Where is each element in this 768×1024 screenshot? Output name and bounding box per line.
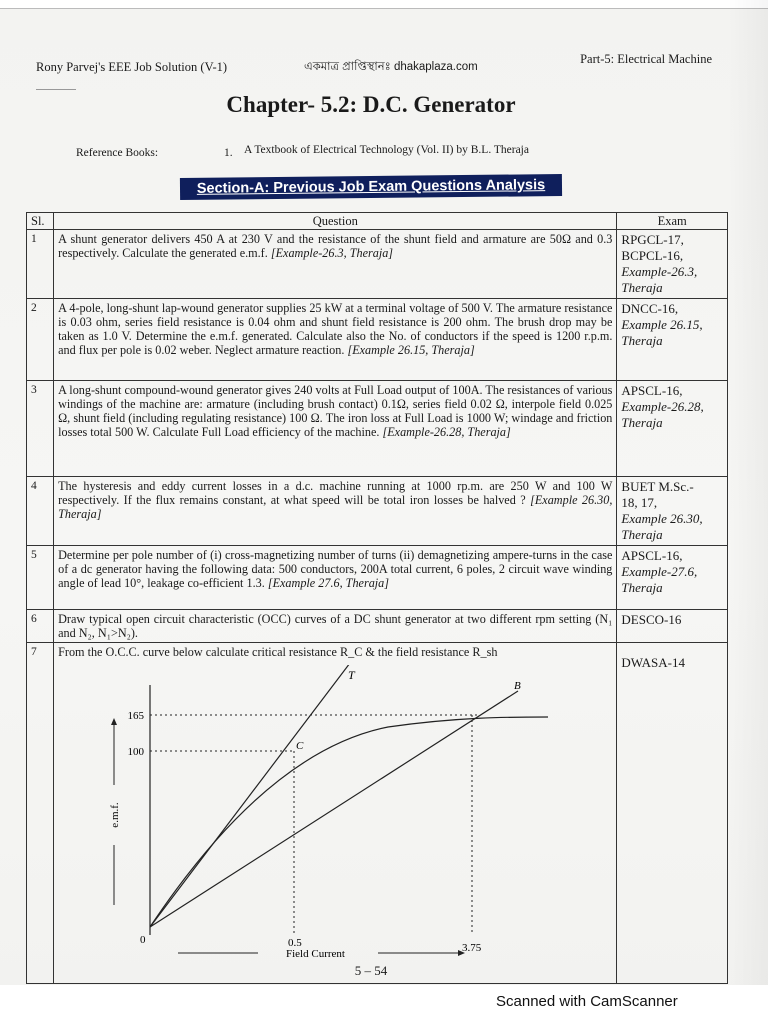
- table-header-row: [27, 213, 728, 230]
- question-text: A 4-pole, long-shunt lap-wound generator supplies 25 kW at a terminal voltage of 500 V. The armature resistance is 0.03 ohm, series field resistance is 0.04 ohm and shunt field resistance is 200 ohm. The brush drop may be taken as 1.0 V. Determine the e.m.f. generated. Calculate also the No. of conductors if the speed is 1200 r.p.m. and flux per pole is 0.02 weber. Neglect armature reaction.: [58, 301, 613, 357]
- row-sl: 2: [27, 299, 54, 381]
- header-exam: Exam: [617, 213, 728, 230]
- questions-table: [26, 212, 728, 984]
- table-row: [27, 230, 728, 299]
- exam-line: Theraja: [621, 333, 663, 348]
- row-sl: 6: [27, 610, 54, 643]
- x-tick-0.5: 0.5: [288, 937, 302, 949]
- exam-line: Example 26.30,: [621, 511, 703, 526]
- row-question: Draw typical open circuit characteristic (OCC) curves of a DC shunt generator at two different rpm setting (N₁ and N₂, N₁>N₂).: [54, 610, 617, 643]
- chapter-title: Chapter- 5.2: D.C. Generator: [226, 92, 516, 117]
- header-middle: একমাত্র প্রাপ্তিস্থানঃ dhakaplaza.com: [304, 61, 478, 73]
- row-question: [54, 546, 617, 610]
- label-C: C: [296, 740, 304, 752]
- question-ref: [Example 27.6, Theraja]: [267, 576, 390, 590]
- exam-line: APSCL-16,: [621, 548, 683, 563]
- question-text: A long-shunt compound-wound generator gives 240 volts at Full Load output of 100A. The resistances of various windings of the machine are: armature (including brush contact) 0.1Ω, series field 0.02 Ω, interpole field 0.025 Ω, shunt field (including regulating resistance) 100 Ω. The iron loss at Full Load is 1000 W; windage and friction losses total 500 W. Calculate Full Load efficiency of the machine.: [58, 383, 613, 439]
- row-exam: [617, 477, 728, 546]
- exam-line: Example-26.3,: [621, 264, 698, 279]
- row-sl: 5: [27, 546, 54, 610]
- exam-line: APSCL-16,: [621, 383, 683, 398]
- table-row: [27, 381, 728, 477]
- header-left: Rony Parvej's EEE Job Solution (V-1): [36, 60, 228, 74]
- row-exam: [617, 381, 728, 477]
- exam-line: BUET M.Sc.-: [621, 479, 694, 494]
- row-exam: [617, 299, 728, 381]
- row-question: [54, 299, 617, 381]
- exam-line: Theraja: [621, 527, 663, 542]
- header-right: Part-5: Electrical Machine: [580, 52, 712, 66]
- critical-line-OT: [150, 665, 350, 927]
- question-ref: [Example-26.28, Theraja]: [382, 425, 511, 439]
- question-ref: [Example 26.30, Theraja]: [58, 493, 613, 521]
- header-divider: [36, 89, 76, 90]
- table-row: [27, 643, 728, 984]
- exam-line: Theraja: [621, 280, 663, 295]
- header-sl: Sl.: [27, 213, 54, 230]
- y-tick-100: 100: [127, 746, 145, 758]
- page-top-edge: [0, 0, 768, 9]
- origin-label: 0: [140, 934, 146, 946]
- row-exam: [617, 546, 728, 610]
- row-sl: 3: [27, 381, 54, 477]
- exam-line: DESCO-16: [621, 612, 682, 627]
- exam-line: Theraja: [621, 415, 663, 430]
- exam-line: 18, 17,: [621, 495, 658, 510]
- question-ref: [Example-26.3, Theraja]: [270, 246, 394, 260]
- reference-number: 1.: [224, 147, 233, 159]
- row-sl: 1: [27, 230, 54, 299]
- table-row: [27, 610, 728, 643]
- exam-line: RPGCL-17,: [621, 232, 684, 247]
- row-question: [54, 381, 617, 477]
- label-T: T: [348, 668, 355, 682]
- header-question: Question: [54, 213, 617, 230]
- y-tick-165: 165: [127, 710, 145, 722]
- row-exam: [617, 230, 728, 299]
- running-header: [36, 52, 712, 76]
- table-row: [27, 477, 728, 546]
- table-row: [27, 546, 728, 610]
- exam-line: Theraja: [621, 580, 663, 595]
- label-B: B: [514, 680, 521, 692]
- row-question: [54, 477, 617, 546]
- y-label-arrowhead: [111, 718, 117, 725]
- x-axis-label: Field Current: [286, 948, 346, 960]
- exam-line: DWASA-14: [621, 655, 685, 670]
- row-question: [54, 230, 617, 299]
- occ-graph: [58, 665, 588, 975]
- question-text: A shunt generator delivers 450 A at 230 V and the resistance of the shunt field and armature are 50Ω and 0.3 respectively. Calculate the generated e.m.f.: [58, 232, 613, 260]
- table-row: [27, 299, 728, 381]
- page-right-shadow: [728, 0, 768, 1024]
- reference-text: A Textbook of Electrical Technology (Vol. II) by B.L. Theraja: [244, 144, 529, 156]
- question-text: From the O.C.C. curve below calculate critical resistance R_C & the field resistance R_sh: [58, 645, 498, 659]
- row-exam: [617, 643, 728, 984]
- row-exam: [617, 610, 728, 643]
- page-number: 5 – 54: [354, 963, 388, 978]
- exam-line: Example-26.28,: [621, 399, 704, 414]
- question-text: Determine per pole number of (i) cross-magnetizing number of turns (ii) demagnetizing ampere-turns in the case of a dc generator having the following data: 500 conductors, 200A total current, 6 poles, 2 circuit wave winding angle of lead 10°, leakage co-efficient 1.3.: [58, 548, 613, 590]
- question-text: The hysteresis and eddy current losses in a d.c. machine running at 1000 rp.m. are 250 W and 100 W respectively. If the flux remains constant, at what speed will be total iron losses be halved ?: [58, 479, 613, 507]
- row-sl: 4: [27, 477, 54, 546]
- reference-label: Reference Books:: [76, 147, 159, 159]
- exam-line: BCPCL-16,: [621, 248, 684, 263]
- field-line-OB: [150, 691, 518, 927]
- occ-curve: [150, 717, 548, 927]
- row-question: [54, 643, 617, 984]
- section-banner: Section-A: Previous Job Exam Questions Analysis: [180, 174, 562, 200]
- exam-line: DNCC-16,: [621, 301, 679, 316]
- y-axis-label: e.m.f.: [109, 802, 122, 828]
- camscanner-watermark: Scanned with CamScanner: [496, 993, 678, 1010]
- row-sl: 7: [27, 643, 54, 984]
- x-tick-3.75: 3.75: [462, 942, 482, 954]
- question-ref: [Example 26.15, Theraja]: [347, 343, 475, 357]
- occ-graph-container: [58, 659, 612, 981]
- exam-line: Example-27.6,: [621, 564, 698, 579]
- exam-line: Example 26.15,: [621, 317, 703, 332]
